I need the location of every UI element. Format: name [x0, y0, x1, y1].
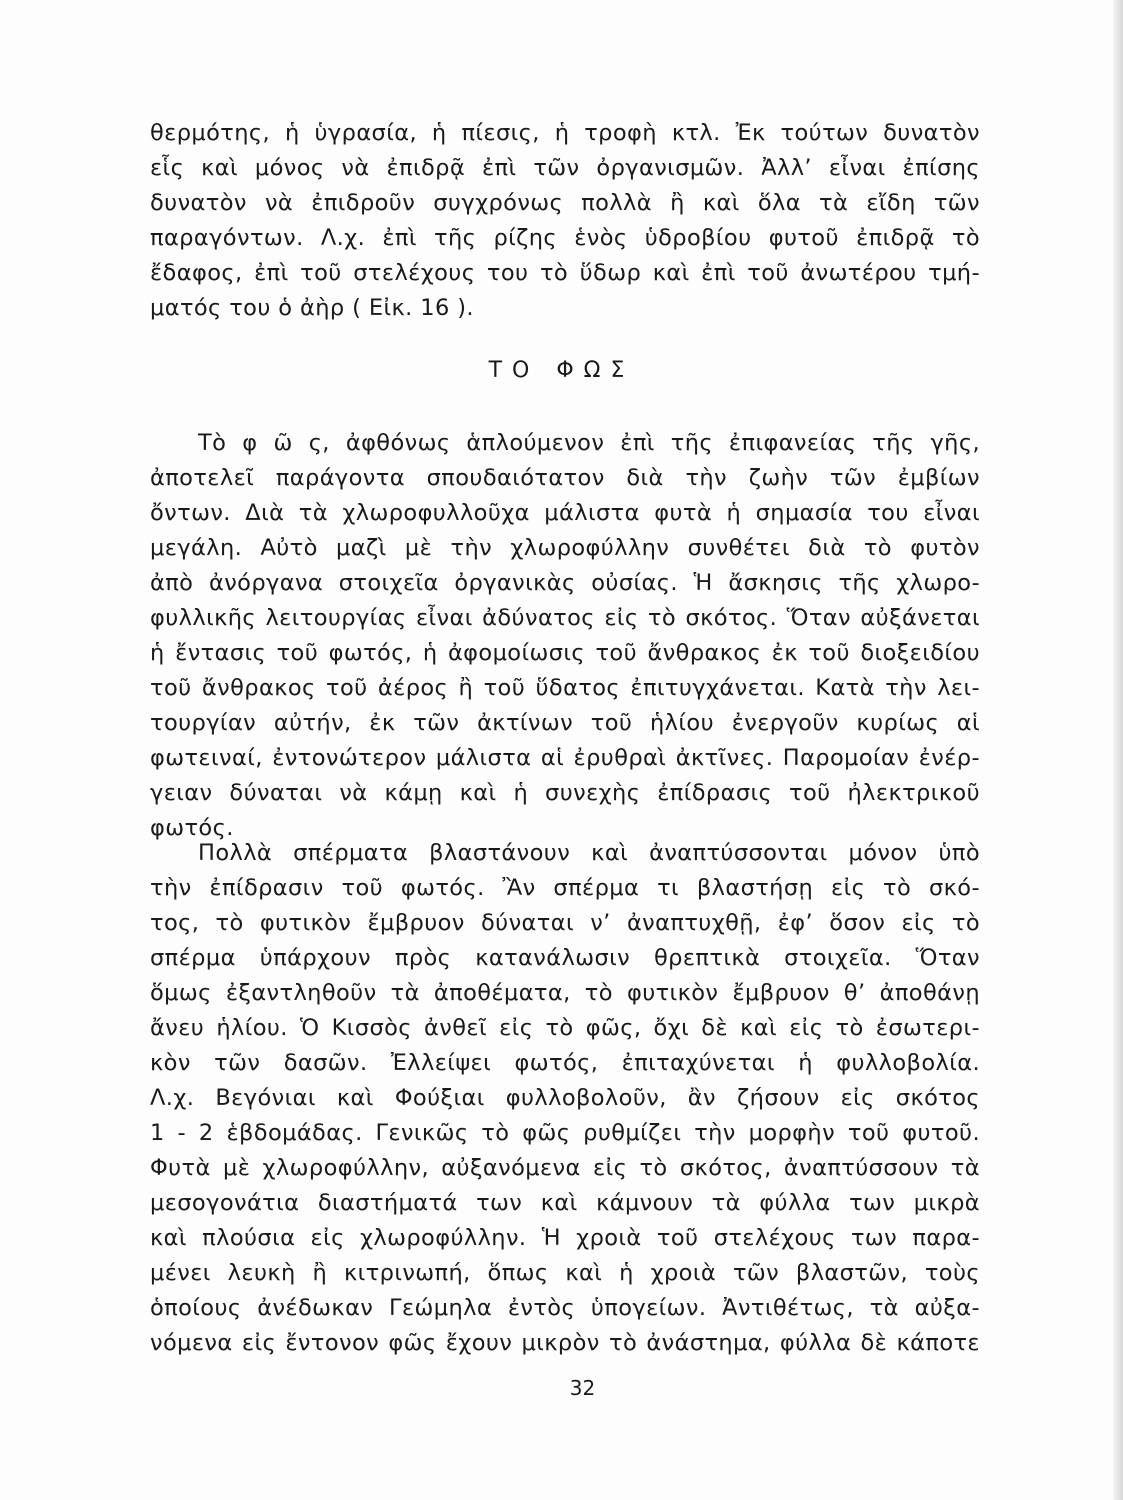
text-line: τος, τὸ φυτικὸν ἔμβρυον δύναται ν’ ἀναπτυχθῇ, ἐφ’ ὅσον εἰς τὸ	[150, 910, 980, 936]
text-line: ἀπὸ ἀνόργανα στοιχεῖα ὀργανικὰς οὐσίας. Ἡ ἄσκησις τῆς χλωρο-	[150, 570, 980, 596]
text-line: ὄντων. Διὰ τὰ χλωροφυλλοῦχα μάλιστα φυτὰ ἡ σημασία του εἶναι	[150, 500, 980, 526]
text-line: μεγάλη. Αὐτὸ μαζὶ μὲ τὴν χλωροφύλλην συνθέτει διὰ τὸ φυτὸν	[150, 535, 980, 561]
text-line: μεσογονάτια διαστήματά των καὶ κάμνουν τὰ φύλλα των μικρὰ	[150, 1190, 980, 1216]
text-line: ἔδαφος, ἐπὶ τοῦ στελέχους του τὸ ὕδωρ καὶ ἐπὶ τοῦ ἀνωτέρου τμή-	[150, 260, 980, 286]
text-line: ἀποτελεῖ παράγοντα σπουδαιότατον διὰ τὴν ζωὴν τῶν ἐμβίων	[150, 465, 980, 491]
text-line: Φυτὰ μὲ χλωροφύλλην, αὐξανόμενα εἰς τὸ σκότος, ἀναπτύσσουν τὰ	[150, 1155, 980, 1181]
text-line: θερμότης, ἡ ὑγρασία, ἡ πίεσις, ἡ τροφὴ κτλ. Ἐκ τούτων δυνατὸν	[150, 120, 980, 146]
text-line: Τὸ φ ῶ ς, ἀφθόνως ἁπλούμενον ἐπὶ τῆς ἐπιφανείας τῆς γῆς,	[198, 430, 980, 456]
text-line: γειαν δύναται νὰ κάμῃ καὶ ἡ συνεχὴς ἐπίδρασις τοῦ ἠλεκτρικοῦ	[150, 780, 980, 806]
section-heading: ΤΟ ΦΩΣ	[488, 358, 635, 383]
text-line: τοῦ ἄνθρακος τοῦ ἀέρος ἢ τοῦ ὕδατος ἐπιτυγχάνεται. Κατὰ τὴν λει-	[150, 675, 980, 701]
text-line: δυνατὸν νὰ ἐπιδροῦν συγχρόνως πολλὰ ἢ καὶ ὅλα τὰ εἴδη τῶν	[150, 190, 980, 216]
text-line: σπέρμα ὑπάρχουν πρὸς κατανάλωσιν θρεπτικὰ στοιχεῖα. Ὅταν	[150, 945, 980, 971]
text-line: ματός του ὁ ἀὴρ ( Εἰκ. 16 ).	[150, 295, 474, 321]
paragraph-intro	[150, 116, 980, 326]
text-line: τὴν ἐπίδρασιν τοῦ φωτός. Ἂν σπέρμα τι βλαστήσῃ εἰς τὸ σκό-	[150, 875, 980, 901]
page-edge-shadow	[1113, 0, 1123, 1500]
text-line: καὶ πλούσια εἰς χλωροφύλλην. Ἡ χροιὰ τοῦ στελέχους των παρα-	[150, 1225, 980, 1251]
text-line: κὸν τῶν δασῶν. Ἐλλείψει φωτός, ἐπιταχύνεται ἡ φυλλοβολία.	[150, 1050, 980, 1076]
text-line: εἷς καὶ μόνος νὰ ἐπιδρᾷ ἐπὶ τῶν ὀργανισμῶν. Ἀλλ’ εἶναι ἐπίσης	[150, 155, 980, 181]
paragraph-light	[150, 426, 980, 846]
paragraph-seeds	[150, 836, 980, 1361]
text-line: τουργίαν αὐτήν, ἐκ τῶν ἀκτίνων τοῦ ἡλίου ἐνεργοῦν κυρίως αἱ	[150, 710, 980, 736]
text-line: φωτός.	[150, 815, 234, 841]
text-line: μένει λευκὴ ἢ κιτρινωπή, ὅπως καὶ ἡ χροιὰ τῶν βλαστῶν, τοὺς	[150, 1260, 980, 1286]
text-line: ὁποίους ἀνέδωκαν Γεώμηλα ἐντὸς ὑπογείων. Ἀντιθέτως, τὰ αὐξα-	[150, 1295, 980, 1321]
text-line: Πολλὰ σπέρματα βλαστάνουν καὶ ἀναπτύσσονται μόνον ὑπὸ	[198, 840, 980, 866]
text-line: ἄνευ ἡλίου. Ὁ Κισσὸς ἀνθεῖ εἰς τὸ φῶς, ὄχι δὲ καὶ εἰς τὸ ἐσωτερι-	[150, 1015, 980, 1041]
page-number: 32	[569, 1376, 596, 1400]
text-line: φωτειναί, ἐντονώτερον μάλιστα αἱ ἐρυθραὶ ἀκτῖνες. Παρομοίαν ἐνέρ-	[150, 745, 980, 771]
text-line: ἡ ἔντασις τοῦ φωτός, ἡ ἀφομοίωσις τοῦ ἄνθρακος ἐκ τοῦ διοξειδίου	[150, 640, 980, 666]
text-line: ὅμως ἐξαντληθοῦν τὰ ἀποθέματα, τὸ φυτικὸν ἔμβρυον θ’ ἀποθάνῃ	[150, 980, 980, 1006]
text-line: παραγόντων. Λ.χ. ἐπὶ τῆς ρίζης ἑνὸς ὑδροβίου φυτοῦ ἐπιδρᾷ τὸ	[150, 225, 980, 251]
text-line: φυλλικῆς λειτουργίας εἶναι ἀδύνατος εἰς τὸ σκότος. Ὅταν αὐξάνεται	[150, 605, 980, 631]
text-line: Λ.χ. Βεγόνιαι καὶ Φούξιαι φυλλοβολοῦν, ἂν ζήσουν εἰς σκότος	[150, 1085, 980, 1111]
text-line: 1 - 2 ἑβδομάδας. Γενικῶς τὸ φῶς ρυθμίζει τὴν μορφὴν τοῦ φυτοῦ.	[150, 1120, 980, 1146]
text-line: νόμενα εἰς ἔντονον φῶς ἔχουν μικρὸν τὸ ἀνάστημα, φύλλα δὲ κάποτε	[150, 1330, 980, 1356]
